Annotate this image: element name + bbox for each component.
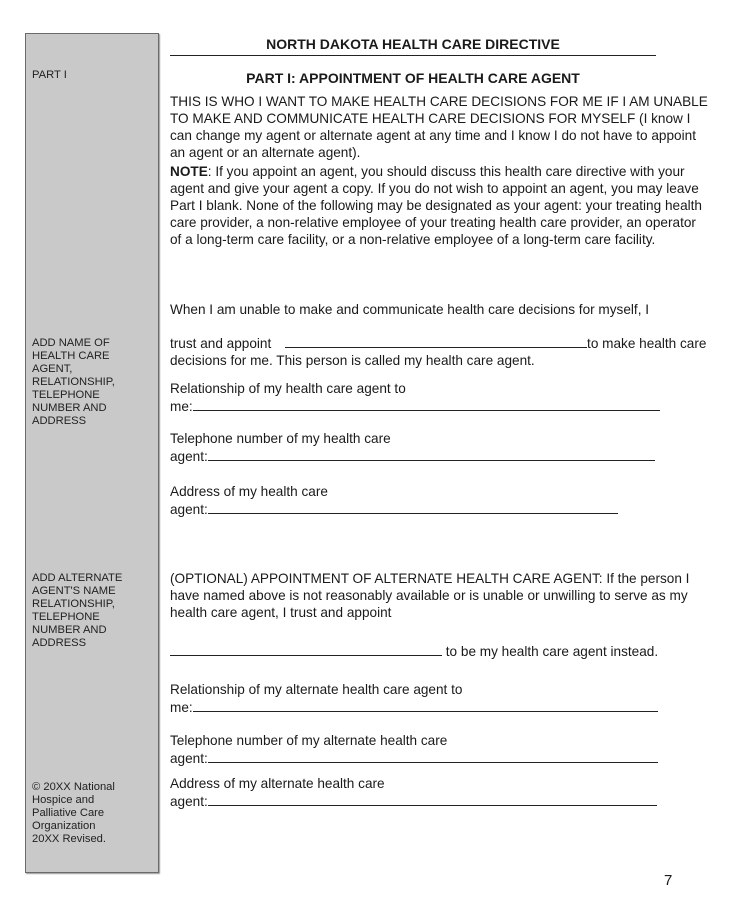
alternate-suffix: to be my health care agent instead. (442, 644, 659, 659)
relationship-label: Relationship of my health care agent to (170, 381, 406, 396)
alt-telephone-row (170, 732, 710, 767)
part-heading: PART I: APPOINTMENT OF HEALTH CARE AGENT (246, 70, 580, 86)
address-suffix: agent: (170, 502, 208, 517)
alternate-appoint (170, 642, 710, 660)
optional-paragraph: (OPTIONAL) APPOINTMENT OF ALTERNATE HEALTH CARE AGENT: If the person I have named above is not reasonably available or is unable or unwilling to serve as my health care agent, I trust and appoint (170, 571, 690, 620)
alt-relationship-field[interactable] (193, 698, 658, 712)
alt-telephone-suffix: agent: (170, 751, 208, 766)
alt-relationship-suffix: me: (170, 700, 193, 715)
trust-suffix: to make health care decisions for me. This person is called my health care agent. (170, 336, 707, 368)
trust-appoint (170, 334, 710, 369)
when-text: When I am unable to make and communicate health care decisions for myself, I (170, 302, 650, 317)
address-row (170, 483, 710, 518)
sidebar-alternate-note: ADD ALTERNATE AGENT'S NAME RELATIONSHIP, TELEPHONE NUMBER AND ADDRESS (32, 572, 123, 649)
title-rule (170, 55, 656, 56)
note-paragraph (170, 163, 710, 248)
alt-relationship-row (170, 681, 710, 716)
relationship-row (170, 380, 710, 415)
address-label: Address of my health care (170, 484, 328, 499)
alt-address-row (170, 775, 710, 810)
telephone-row (170, 430, 710, 465)
address-field[interactable] (208, 500, 618, 514)
trust-prefix: trust and appoint (170, 336, 276, 351)
relationship-field[interactable] (193, 397, 660, 411)
sidebar-copyright: © 20XX National Hospice and Palliative Care Organization 20XX Revised. (32, 781, 115, 845)
alt-address-field[interactable] (208, 792, 657, 806)
alt-address-label: Address of my alternate health care (170, 776, 385, 791)
agent-name-field[interactable] (285, 334, 587, 348)
document-title: NORTH DAKOTA HEALTH CARE DIRECTIVE (266, 36, 560, 52)
note-label: NOTE (170, 164, 208, 179)
alt-telephone-label: Telephone number of my alternate health care (170, 733, 448, 748)
telephone-field[interactable] (208, 447, 655, 461)
telephone-suffix: agent: (170, 449, 208, 464)
intro-paragraph: THIS IS WHO I WANT TO MAKE HEALTH CARE DECISIONS FOR ME IF I AM UNABLE TO MAKE AND COMMUNICATE HEALTH CARE DECISIONS FOR MYSELF (I know I can change my agent or alternate agent at any time and I know I do not have to appoint an agent or an alternate agent). (170, 94, 708, 160)
alternate-name-field[interactable] (170, 642, 442, 656)
relationship-suffix: me: (170, 399, 193, 414)
sidebar-margin (25, 33, 159, 873)
sidebar-part-label: PART I (32, 69, 67, 81)
alt-relationship-label: Relationship of my alternate health care agent to (170, 682, 463, 697)
note-text: : If you appoint an agent, you should discuss this health care directive with your agent and give your agent a copy. If you do not wish to appoint an agent, you may leave Part I blank. None of the following may be designated as your agent: your treating health care provider, a non-relative employee of your treating health care provider, an operator of a long-term care facility, or a non-relative employee of a long-term care facility. (170, 164, 702, 247)
page-number: 7 (664, 872, 673, 889)
alt-telephone-field[interactable] (208, 749, 658, 763)
sidebar-agent-note: ADD NAME OF HEALTH CARE AGENT, RELATIONSHIP, TELEPHONE NUMBER AND ADDRESS (32, 337, 115, 427)
telephone-label: Telephone number of my health care (170, 431, 391, 446)
alt-address-suffix: agent: (170, 794, 208, 809)
